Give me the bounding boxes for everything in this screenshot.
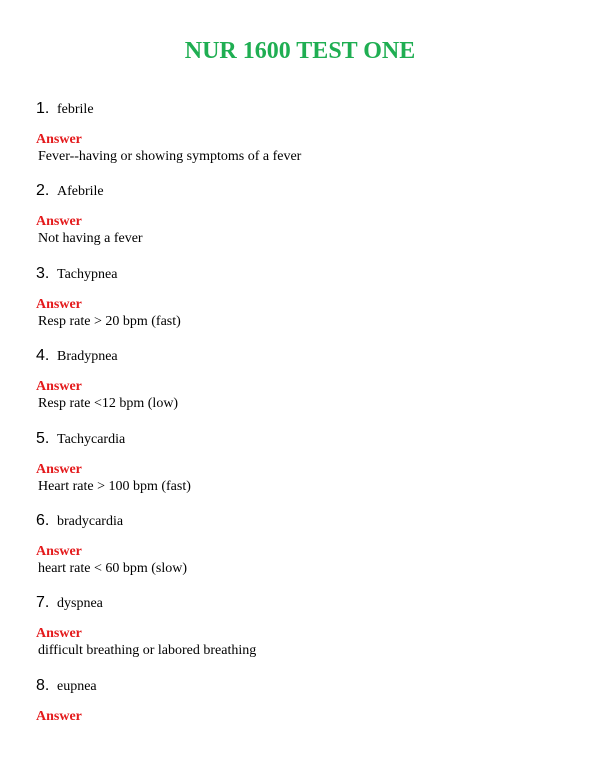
question	[36, 345, 118, 367]
answer-label: Answer	[36, 379, 82, 395]
question-number: 7.	[36, 594, 50, 612]
question-number: 3.	[36, 264, 50, 282]
answer-label: Answer	[36, 626, 82, 642]
question	[36, 263, 117, 285]
question-term: Afebrile	[57, 184, 104, 200]
question-number: 1.	[36, 100, 50, 117]
question	[36, 180, 104, 202]
question-term: Bradypnea	[57, 349, 118, 365]
question	[36, 592, 103, 614]
answer-label: Answer	[36, 132, 82, 147]
question-term: febrile	[57, 102, 94, 117]
question-item	[0, 428, 600, 510]
answer-text: Heart rate > 100 bpm (fast)	[38, 478, 191, 494]
question-item	[0, 263, 600, 345]
answer-label: Answer	[36, 214, 82, 230]
answer-text: difficult breathing or labored breathing	[38, 643, 257, 659]
answer-text: Fever--having or showing symptoms of a fever	[38, 149, 302, 164]
question-term: Tachycardia	[57, 431, 126, 447]
question-item	[0, 345, 600, 427]
question-item	[0, 592, 600, 674]
question	[36, 675, 97, 697]
answer-label: Answer	[36, 296, 82, 312]
answer-text: Resp rate <12 bpm (low)	[38, 396, 179, 412]
question-term: Tachypnea	[57, 266, 118, 282]
answer-label: Answer	[36, 543, 82, 559]
question-number: 2.	[36, 182, 50, 200]
question-term: dyspnea	[57, 596, 103, 612]
question	[36, 98, 94, 120]
question-item	[0, 98, 600, 180]
answer-text: Not having a fever	[38, 231, 143, 247]
question-term: eupnea	[57, 678, 97, 694]
question	[36, 428, 125, 450]
answer-text: heart rate < 60 bpm (slow)	[38, 560, 188, 576]
question-number: 8.	[36, 676, 50, 694]
question-item	[0, 180, 600, 262]
question	[36, 510, 123, 532]
question-item	[0, 510, 600, 592]
page-title: NUR 1600 TEST ONE	[184, 38, 416, 64]
question-term: bradycardia	[57, 513, 124, 529]
question-item	[0, 675, 600, 757]
answer-label: Answer	[36, 461, 82, 477]
question-list	[0, 98, 600, 757]
question-number: 4.	[36, 347, 50, 365]
question-number: 5.	[36, 429, 50, 447]
answer-label: Answer	[36, 708, 82, 724]
answer-text: Resp rate > 20 bpm (fast)	[38, 313, 181, 329]
question-number: 6.	[36, 511, 50, 529]
